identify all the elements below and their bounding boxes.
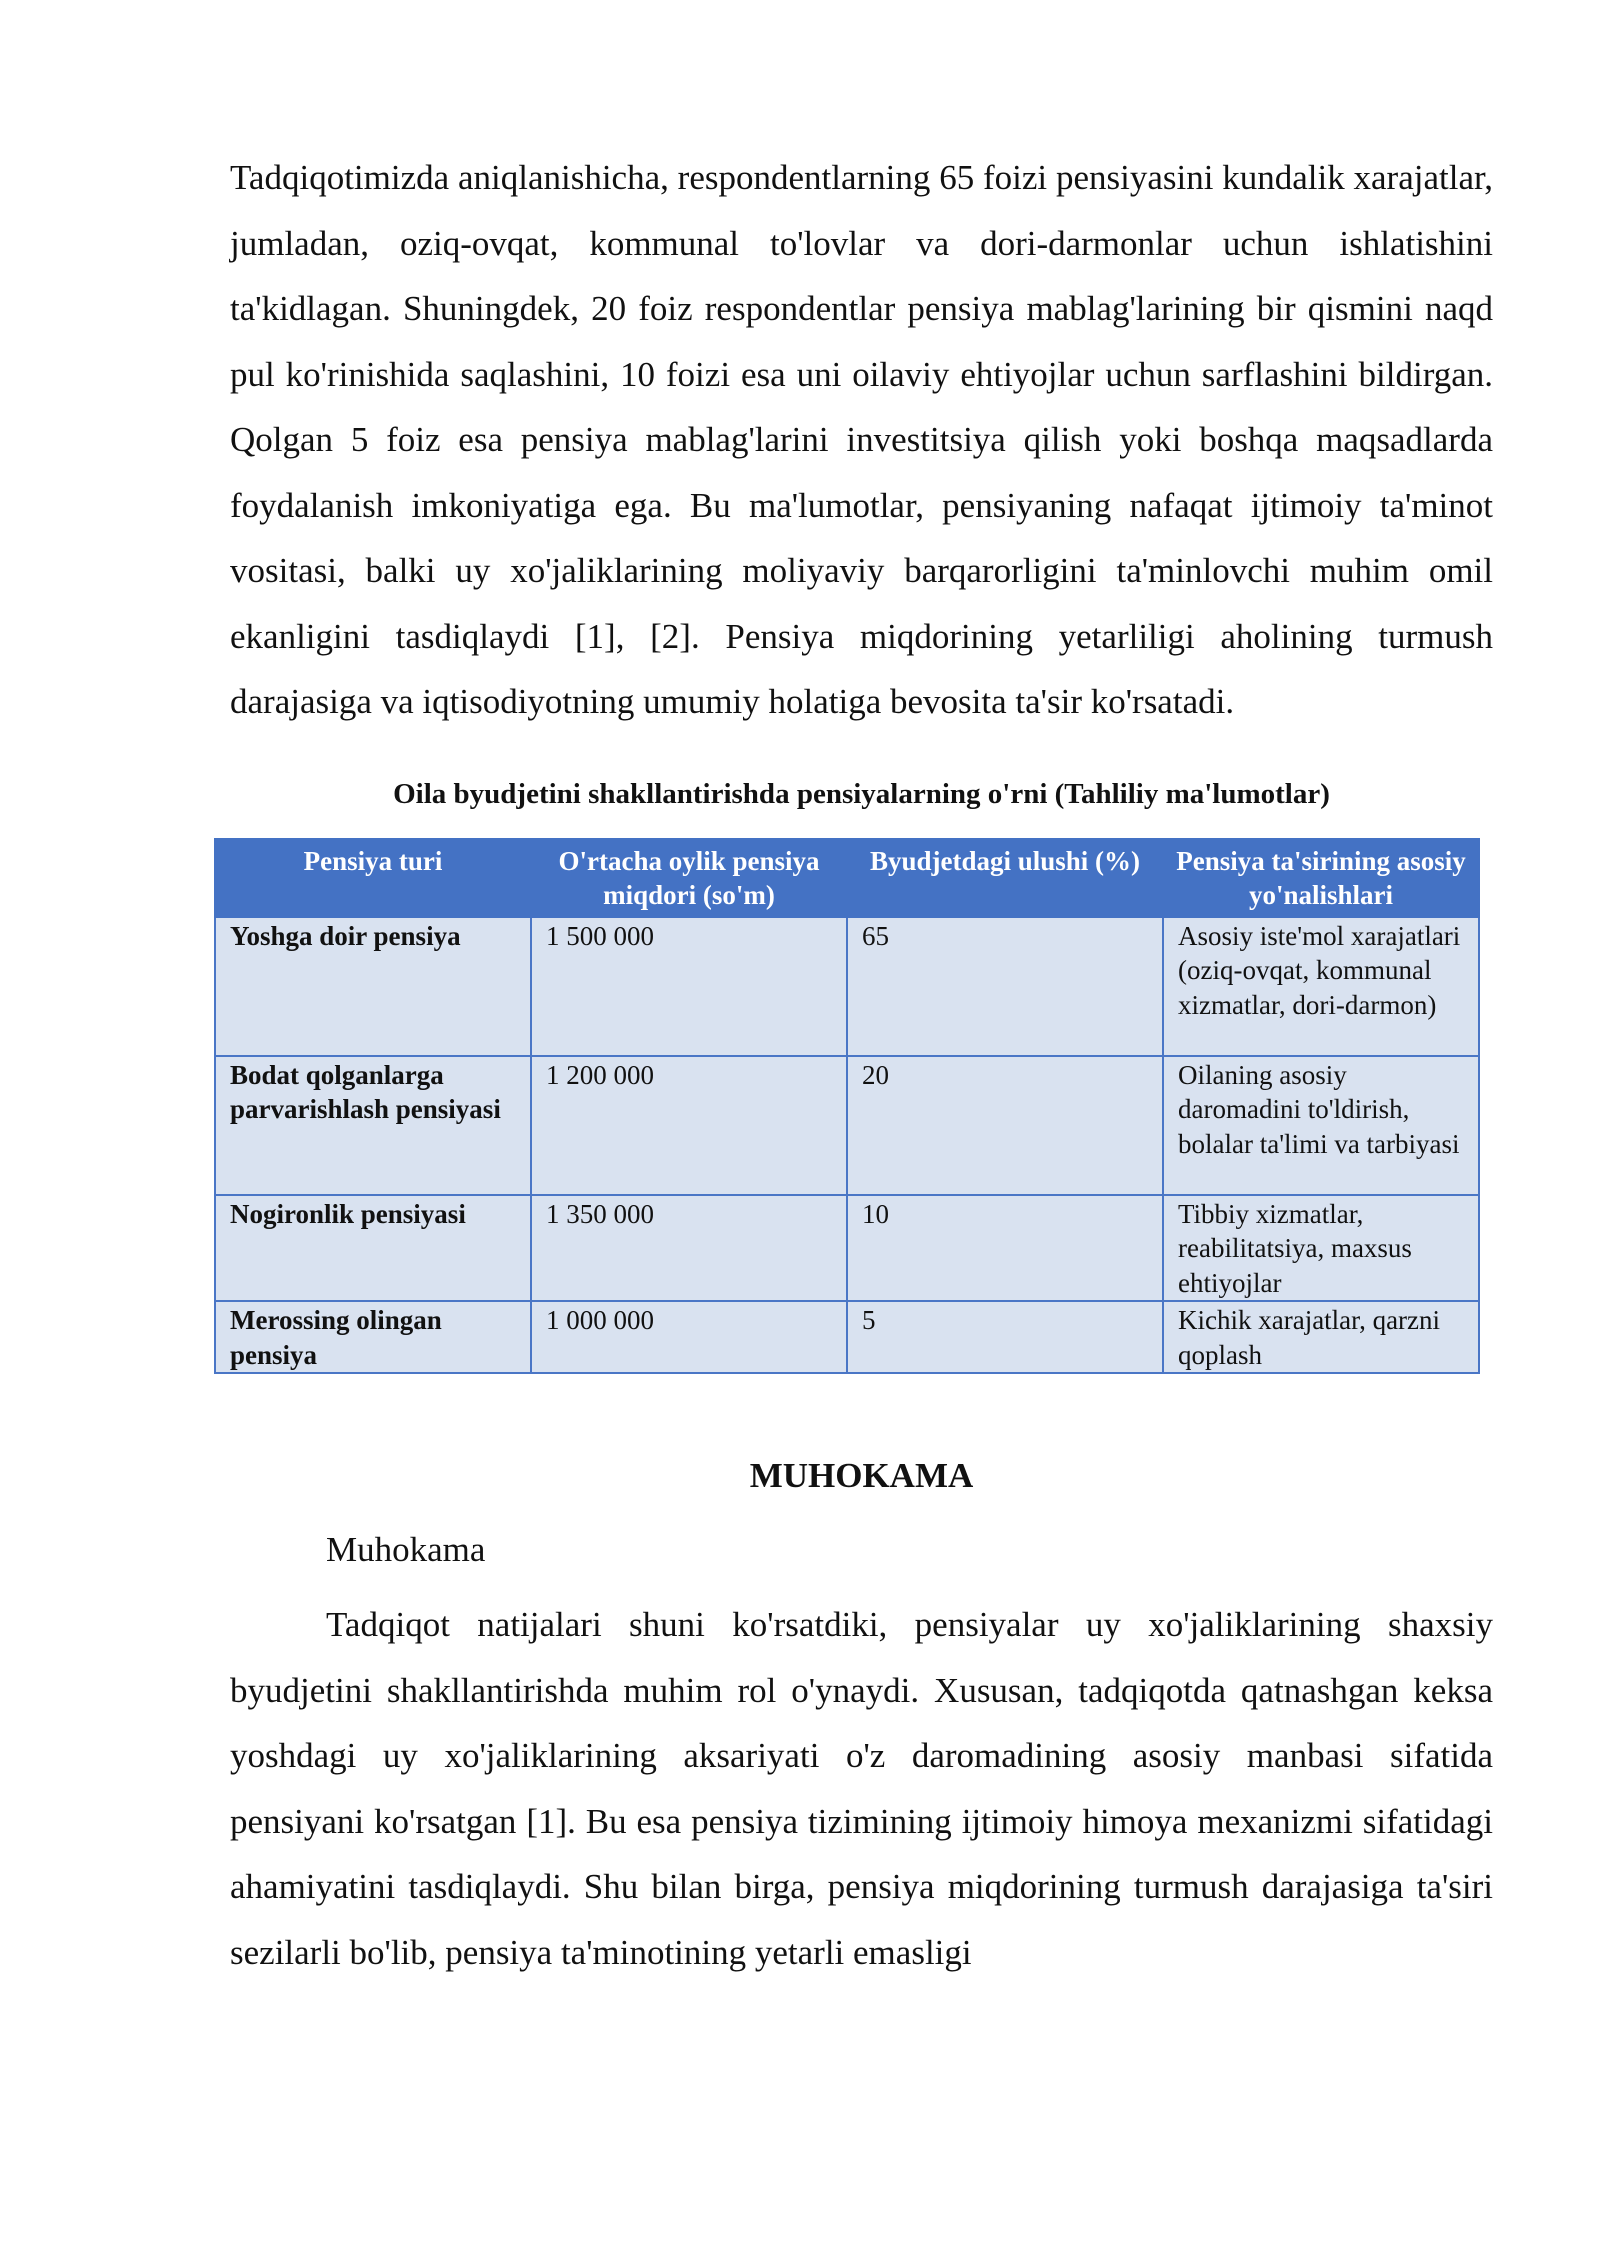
document-page: [230, 145, 1493, 1985]
header-budget-share: Byudjetdagi ulushi (%): [847, 839, 1163, 917]
cell-impact-directions: Oilaning asosiy daromadini to'ldirish, bolalar ta'limi va tarbiyasi: [1163, 1056, 1479, 1195]
discussion-paragraph: Tadqiqot natijalari shuni ko'rsatdiki, pensiyalar uy xo'jaliklarining shaxsiy byudjetini shakllantirishda muhim rol o'ynaydi. Xususan, tadqiqotda qatnashgan keksa yoshdagi uy xo'jaliklarining aksariyati o'z daromadining asosiy manbasi sifatida pensiyani ko'rsatgan [1]. Bu esa pensiya tizimining ijtimoiy himoya mexanizmi sifatidagi ahamiyatini tasdiqlaydi. Shu bilan birga, pensiya miqdorining turmush darajasiga ta'siri sezilarli bo'lib, pensiya ta'minotining yetarli emasligi: [230, 1605, 1493, 1972]
table-row: [215, 917, 1479, 1056]
cell-budget-share: 20: [847, 1056, 1163, 1195]
header-average-amount: O'rtacha oylik pensiya miqdori (so'm): [531, 839, 847, 917]
cell-pension-type: Yoshga doir pensiya: [215, 917, 531, 1056]
table-row: [215, 1195, 1479, 1302]
pension-table-wrapper: [214, 838, 1478, 1375]
pension-table: [214, 838, 1480, 1375]
section-heading: MUHOKAMA: [749, 1456, 974, 1495]
cell-impact-directions: Tibbiy xizmatlar, reabilitatsiya, maxsus ehtiyojlar: [1163, 1195, 1479, 1302]
cell-pension-type: Merossing olingan pensiya: [215, 1301, 531, 1373]
cell-average-amount: 1 200 000: [531, 1056, 847, 1195]
intro-paragraph: Tadqiqotimizda aniqlanishicha, respondentlarning 65 foizi pensiyasini kundalik xarajatlar, jumladan, oziq-ovqat, kommunal to'lovlar va dori-darmonlar uchun ishlatishini ta'kidlagan. Shuningdek, 20 foiz respondentlar pensiya mablag'larining bir qismini naqd pul ko'rinishida saqlashini, 10 foizi esa uni oilaviy ehtiyojlar uchun sarflashini bildirgan. Qolgan 5 foiz esa pensiya mablag'larini investitsiya qilish yoki boshqa maqsadlarda foydalanish imkoniyatiga ega. Bu ma'lumotlar, pensiyaning nafaqat ijtimoiy ta'minot vositasi, balki uy xo'jaliklarining moliyaviy barqarorligini ta'minlovchi muhim omil ekanligini tasdiqlaydi [1], [2]. Pensiya miqdorining yetarliligi aholining turmush darajasiga va iqtisodiyotning umumiy holatiga bevosita ta'sir ko'rsatadi.: [230, 158, 1493, 721]
cell-pension-type: Bodat qolganlarga parvarishlash pensiyasi: [215, 1056, 531, 1195]
cell-budget-share: 5: [847, 1301, 1163, 1373]
header-pension-type: Pensiya turi: [215, 839, 531, 917]
table-row: [215, 1301, 1479, 1373]
subheading: Muhokama: [326, 1530, 486, 1569]
header-impact-directions: Pensiya ta'sirining asosiy yo'nalishlari: [1163, 839, 1479, 917]
cell-budget-share: 10: [847, 1195, 1163, 1302]
cell-average-amount: 1 500 000: [531, 917, 847, 1056]
table-caption: Oila byudjetini shakllantirishda pensiyalarning o'rni (Tahliliy ma'lumotlar): [393, 777, 1330, 810]
cell-pension-type: Nogironlik pensiyasi: [215, 1195, 531, 1302]
cell-impact-directions: Kichik xarajatlar, qarzni qoplash: [1163, 1301, 1479, 1373]
cell-impact-directions: Asosiy iste'mol xarajatlari (oziq-ovqat, kommunal xizmatlar, dori-darmon): [1163, 917, 1479, 1056]
cell-budget-share: 65: [847, 917, 1163, 1056]
cell-average-amount: 1 350 000: [531, 1195, 847, 1302]
table-row: [215, 1056, 1479, 1195]
cell-average-amount: 1 000 000: [531, 1301, 847, 1373]
table-header-row: [215, 839, 1479, 917]
